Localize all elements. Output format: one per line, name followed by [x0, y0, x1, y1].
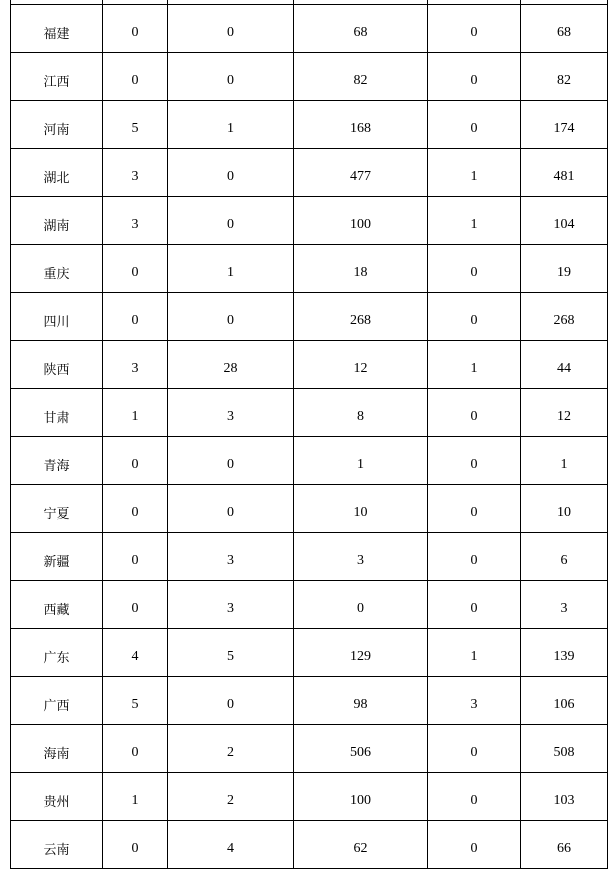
value-cell — [103, 725, 168, 773]
value-cell — [428, 533, 521, 581]
value-cell — [103, 437, 168, 485]
region-cell — [11, 53, 103, 101]
region-name: 河南 — [43, 123, 70, 138]
cell-value: 0 — [470, 120, 478, 136]
value-cell — [168, 389, 294, 437]
region-cell — [11, 101, 103, 149]
value-cell — [168, 629, 294, 677]
value-cell — [294, 341, 428, 389]
value-cell — [103, 149, 168, 197]
cell-value: 3 — [131, 168, 139, 184]
value-cell — [294, 101, 428, 149]
cell-value: 0 — [227, 504, 234, 520]
cell-value: 0 — [131, 840, 139, 856]
value-cell — [294, 725, 428, 773]
cell-value: 3 — [560, 600, 568, 616]
cell-value: 477 — [350, 168, 371, 184]
region-name: 甘肃 — [43, 411, 70, 426]
cell-value: 0 — [227, 24, 234, 40]
value-cell — [168, 101, 294, 149]
cell-value: 0 — [131, 600, 139, 616]
value-cell — [521, 53, 608, 101]
cell-value: 0 — [470, 744, 478, 760]
table-row — [11, 293, 608, 341]
cell-value: 2 — [227, 744, 234, 760]
cell-value: 168 — [350, 120, 371, 136]
cell-value: 174 — [553, 120, 575, 136]
region-name: 广东 — [43, 651, 70, 666]
cell-value: 0 — [131, 24, 139, 40]
cell-value: 104 — [553, 216, 575, 232]
cell-value: 66 — [557, 840, 571, 856]
value-cell — [521, 245, 608, 293]
cell-value: 0 — [227, 696, 234, 712]
value-cell — [168, 773, 294, 821]
cell-value: 139 — [553, 648, 575, 664]
region-cell — [11, 677, 103, 725]
cell-value: 0 — [131, 456, 139, 472]
value-cell — [168, 245, 294, 293]
region-name: 重庆 — [43, 267, 70, 282]
value-cell — [294, 581, 428, 629]
value-cell — [428, 341, 521, 389]
value-cell — [294, 149, 428, 197]
cell-value: 1 — [131, 408, 139, 424]
region-cell — [11, 485, 103, 533]
value-cell — [521, 437, 608, 485]
cell-value: 506 — [350, 744, 371, 760]
value-cell — [103, 821, 168, 869]
value-cell — [168, 197, 294, 245]
value-cell — [103, 245, 168, 293]
cell-value: 0 — [470, 552, 478, 568]
value-cell — [103, 581, 168, 629]
value-cell — [521, 101, 608, 149]
cell-value: 0 — [227, 168, 234, 184]
value-cell — [521, 389, 608, 437]
value-cell — [103, 773, 168, 821]
table-row — [11, 629, 608, 677]
value-cell — [168, 533, 294, 581]
value-cell — [103, 101, 168, 149]
value-cell — [168, 149, 294, 197]
table-row — [11, 437, 608, 485]
table-row — [11, 485, 608, 533]
cell-value: 0 — [131, 312, 139, 328]
value-cell — [428, 245, 521, 293]
value-cell — [521, 725, 608, 773]
cell-value: 68 — [353, 24, 368, 40]
cell-value: 0 — [470, 72, 478, 88]
region-name: 宁夏 — [43, 507, 70, 522]
value-cell — [168, 821, 294, 869]
region-name: 陕西 — [43, 363, 70, 378]
cell-value: 12 — [557, 408, 571, 424]
cell-value: 1 — [470, 168, 478, 184]
value-cell — [294, 197, 428, 245]
region-name: 四川 — [43, 315, 70, 330]
value-cell — [103, 197, 168, 245]
region-cell — [11, 533, 103, 581]
cell-value: 10 — [557, 504, 571, 520]
cell-value: 106 — [553, 696, 575, 712]
cell-value: 3 — [131, 216, 139, 232]
value-cell — [428, 773, 521, 821]
value-cell — [168, 5, 294, 53]
cell-value: 68 — [557, 24, 571, 40]
cell-value: 12 — [353, 360, 368, 376]
cell-value: 1 — [470, 648, 478, 664]
cell-value: 19 — [557, 264, 571, 280]
value-cell — [294, 629, 428, 677]
table-row — [11, 725, 608, 773]
value-cell — [521, 485, 608, 533]
value-cell — [168, 677, 294, 725]
region-cell — [11, 629, 103, 677]
value-cell — [294, 773, 428, 821]
region-name: 湖南 — [43, 219, 70, 234]
region-name: 西藏 — [43, 603, 70, 618]
value-cell — [168, 581, 294, 629]
cell-value: 28 — [223, 360, 238, 376]
region-cell — [11, 149, 103, 197]
value-cell — [428, 293, 521, 341]
value-cell — [521, 677, 608, 725]
cell-value: 0 — [470, 792, 478, 808]
cell-value: 5 — [131, 696, 139, 712]
region-name: 新疆 — [43, 555, 70, 570]
cell-value: 1 — [470, 216, 478, 232]
cell-value: 6 — [560, 552, 568, 568]
value-cell — [294, 293, 428, 341]
cell-value: 3 — [131, 360, 139, 376]
cell-value: 0 — [227, 456, 234, 472]
cell-value: 1 — [470, 360, 478, 376]
value-cell — [103, 677, 168, 725]
region-cell — [11, 581, 103, 629]
cell-value: 0 — [131, 504, 139, 520]
cell-value: 129 — [350, 648, 371, 664]
cell-value: 5 — [131, 120, 139, 136]
cell-value: 2 — [227, 792, 234, 808]
region-cell — [11, 341, 103, 389]
cell-value: 0 — [131, 552, 139, 568]
value-cell — [521, 629, 608, 677]
cell-value: 0 — [470, 456, 478, 472]
cell-value: 0 — [131, 264, 139, 280]
table-row — [11, 389, 608, 437]
cell-value: 3 — [227, 552, 234, 568]
value-cell — [103, 533, 168, 581]
value-cell — [294, 485, 428, 533]
cell-value: 5 — [227, 648, 234, 664]
table-row — [11, 197, 608, 245]
region-cell — [11, 821, 103, 869]
table-row — [11, 581, 608, 629]
value-cell — [294, 677, 428, 725]
region-name: 湖北 — [43, 171, 70, 186]
data-table — [10, 0, 608, 869]
region-cell — [11, 389, 103, 437]
table-row — [11, 677, 608, 725]
cell-value: 0 — [227, 312, 234, 328]
value-cell — [428, 101, 521, 149]
region-name: 广西 — [43, 699, 70, 714]
cell-value: 0 — [470, 264, 478, 280]
cell-value: 0 — [131, 744, 139, 760]
value-cell — [428, 485, 521, 533]
cell-value: 0 — [227, 72, 234, 88]
value-cell — [103, 389, 168, 437]
region-name: 云南 — [43, 843, 70, 858]
cell-value: 0 — [227, 216, 234, 232]
table-row — [11, 5, 608, 53]
cell-value: 3 — [227, 600, 234, 616]
cell-value: 82 — [557, 72, 571, 88]
value-cell — [521, 293, 608, 341]
table-row — [11, 341, 608, 389]
cell-value: 0 — [357, 600, 364, 616]
cell-value: 4 — [227, 840, 234, 856]
table-row — [11, 53, 608, 101]
cell-value: 62 — [353, 840, 368, 856]
value-cell — [521, 821, 608, 869]
region-cell — [11, 245, 103, 293]
cell-value: 1 — [357, 456, 364, 472]
cell-value: 18 — [353, 264, 368, 280]
cell-value: 3 — [470, 696, 478, 712]
table-row — [11, 149, 608, 197]
value-cell — [103, 341, 168, 389]
value-cell — [103, 293, 168, 341]
region-name: 江西 — [43, 75, 70, 90]
value-cell — [428, 677, 521, 725]
value-cell — [428, 53, 521, 101]
value-cell — [521, 773, 608, 821]
cell-value: 268 — [350, 312, 371, 328]
value-cell — [294, 5, 428, 53]
region-cell — [11, 437, 103, 485]
value-cell — [168, 341, 294, 389]
region-cell — [11, 5, 103, 53]
value-cell — [521, 149, 608, 197]
table-row — [11, 773, 608, 821]
table-row — [11, 821, 608, 869]
value-cell — [294, 53, 428, 101]
table-row — [11, 101, 608, 149]
value-cell — [521, 197, 608, 245]
cell-value: 4 — [131, 648, 139, 664]
value-cell — [294, 821, 428, 869]
value-cell — [428, 437, 521, 485]
value-cell — [521, 533, 608, 581]
cell-value: 10 — [353, 504, 368, 520]
cell-value: 100 — [350, 792, 371, 808]
value-cell — [294, 389, 428, 437]
value-cell — [428, 821, 521, 869]
cell-value: 3 — [357, 552, 364, 568]
cell-value: 0 — [470, 312, 478, 328]
value-cell — [103, 5, 168, 53]
cell-value: 481 — [553, 168, 575, 184]
cell-value: 1 — [227, 120, 234, 136]
cell-value: 1 — [131, 792, 139, 808]
value-cell — [294, 533, 428, 581]
region-cell — [11, 773, 103, 821]
value-cell — [521, 5, 608, 53]
cell-value: 3 — [227, 408, 234, 424]
value-cell — [168, 53, 294, 101]
value-cell — [168, 485, 294, 533]
value-cell — [428, 629, 521, 677]
value-cell — [428, 725, 521, 773]
cell-value: 0 — [131, 72, 139, 88]
table-row — [11, 245, 608, 293]
value-cell — [168, 725, 294, 773]
value-cell — [294, 437, 428, 485]
cell-value: 0 — [470, 600, 478, 616]
cell-value: 0 — [470, 24, 478, 40]
value-cell — [294, 245, 428, 293]
value-cell — [168, 293, 294, 341]
cell-value: 268 — [553, 312, 575, 328]
cell-value: 0 — [470, 840, 478, 856]
cell-value: 44 — [557, 360, 571, 376]
region-name: 海南 — [43, 747, 70, 762]
value-cell — [428, 149, 521, 197]
value-cell — [428, 197, 521, 245]
cell-value: 1 — [227, 264, 234, 280]
region-cell — [11, 725, 103, 773]
region-cell — [11, 293, 103, 341]
value-cell — [103, 53, 168, 101]
value-cell — [103, 485, 168, 533]
cell-value: 103 — [553, 792, 575, 808]
cell-value: 1 — [560, 456, 568, 472]
cell-value: 82 — [353, 72, 368, 88]
value-cell — [521, 341, 608, 389]
table-body — [11, 0, 608, 869]
value-cell — [521, 581, 608, 629]
region-name: 福建 — [43, 27, 70, 42]
value-cell — [428, 5, 521, 53]
cell-value: 100 — [350, 216, 371, 232]
value-cell — [428, 581, 521, 629]
cell-value: 8 — [357, 408, 364, 424]
region-name: 贵州 — [43, 795, 70, 810]
cell-value: 508 — [553, 744, 575, 760]
cell-value: 98 — [353, 696, 368, 712]
region-name: 青海 — [43, 459, 70, 474]
value-cell — [168, 437, 294, 485]
cell-value: 0 — [470, 408, 478, 424]
value-cell — [103, 629, 168, 677]
region-cell — [11, 197, 103, 245]
cell-value: 0 — [470, 504, 478, 520]
value-cell — [428, 389, 521, 437]
table-row — [11, 533, 608, 581]
